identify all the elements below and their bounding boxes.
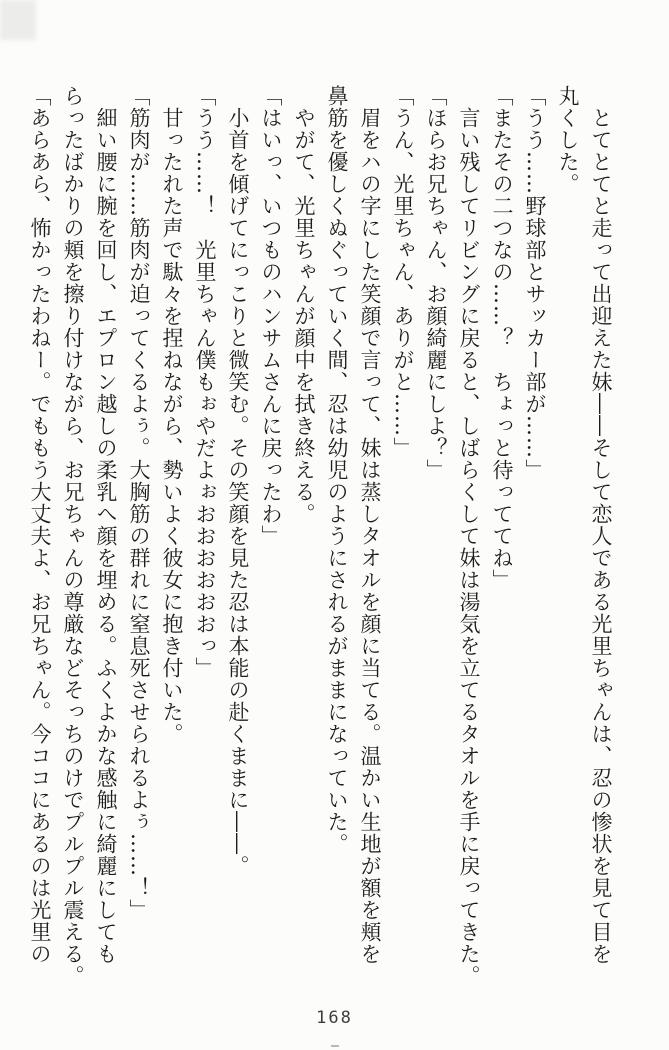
- text-line: 眉をハの字にした笑顔で言って、妹は蒸しタオルを顔に当てる。温かい生地が額を頬を: [358, 85, 382, 965]
- text-line: らったばかりの頬を擦り付けながら、お兄ちゃんの尊厳などそっちのけでプルプル震える。: [61, 85, 85, 987]
- page-number: 168: [316, 1008, 353, 1028]
- text-line: とてとてと走って出迎えた妹――そして恋人である光里ちゃんは、忍の惨状を見て目を: [589, 85, 613, 965]
- text-columns: [23, 85, 617, 1009]
- scan-smudge: [0, 0, 36, 40]
- text-line: 「うう……野球部とサッカー部が……」: [523, 85, 547, 481]
- scan-artifact-mark: [331, 1045, 339, 1047]
- text-line: 「あらあら、怖かったわねー。でももう大丈夫よ、お兄ちゃん。今ココにあるのは光里の: [28, 85, 52, 965]
- text-line: 「はいっ、いつものハンサムさんに戻ったわ」: [259, 85, 283, 547]
- text-line: 小首を傾げてにっこりと微笑む。その笑顔を見た忍は本能の赴くままに――。: [226, 85, 250, 877]
- text-line: 細い腰に腕を回し、エプロン越しの柔乳へ顔を埋める。ふくよかな感触に綺麗にしても: [94, 85, 118, 965]
- text-line: 鼻筋を優しくぬぐっていく間、忍は幼児のようにされるがままになっていた。: [325, 85, 349, 855]
- text-line: 言い残してリビングに戻ると、しばらくして妹は湯気を立てるタオルを手に戻ってきた。: [457, 85, 481, 987]
- text-line: 「ほらお兄ちゃん、お顔綺麗にしよ？」: [424, 85, 448, 481]
- text-line: 「うう……！ 光里ちゃん僕もぉやだよぉおおおおおおっ」: [193, 85, 217, 679]
- text-line: 丸くした。: [556, 85, 580, 195]
- text-line: 甘ったれた声で駄々を捏ねながら、勢いよく彼女に抱き付いた。: [160, 85, 184, 745]
- text-line: やがて、光里ちゃんが顔中を拭き終える。: [292, 85, 316, 525]
- text-line: 「筋肉が……筋肉が迫ってくるよぅ。大胸筋の群れに窒息死させられるよぅ……！」: [127, 85, 151, 921]
- text-line: 「またその二つなの……？ ちょっと待っててね」: [490, 85, 514, 591]
- text-line: 「うん、光里ちゃん、ありがと……」: [391, 85, 415, 459]
